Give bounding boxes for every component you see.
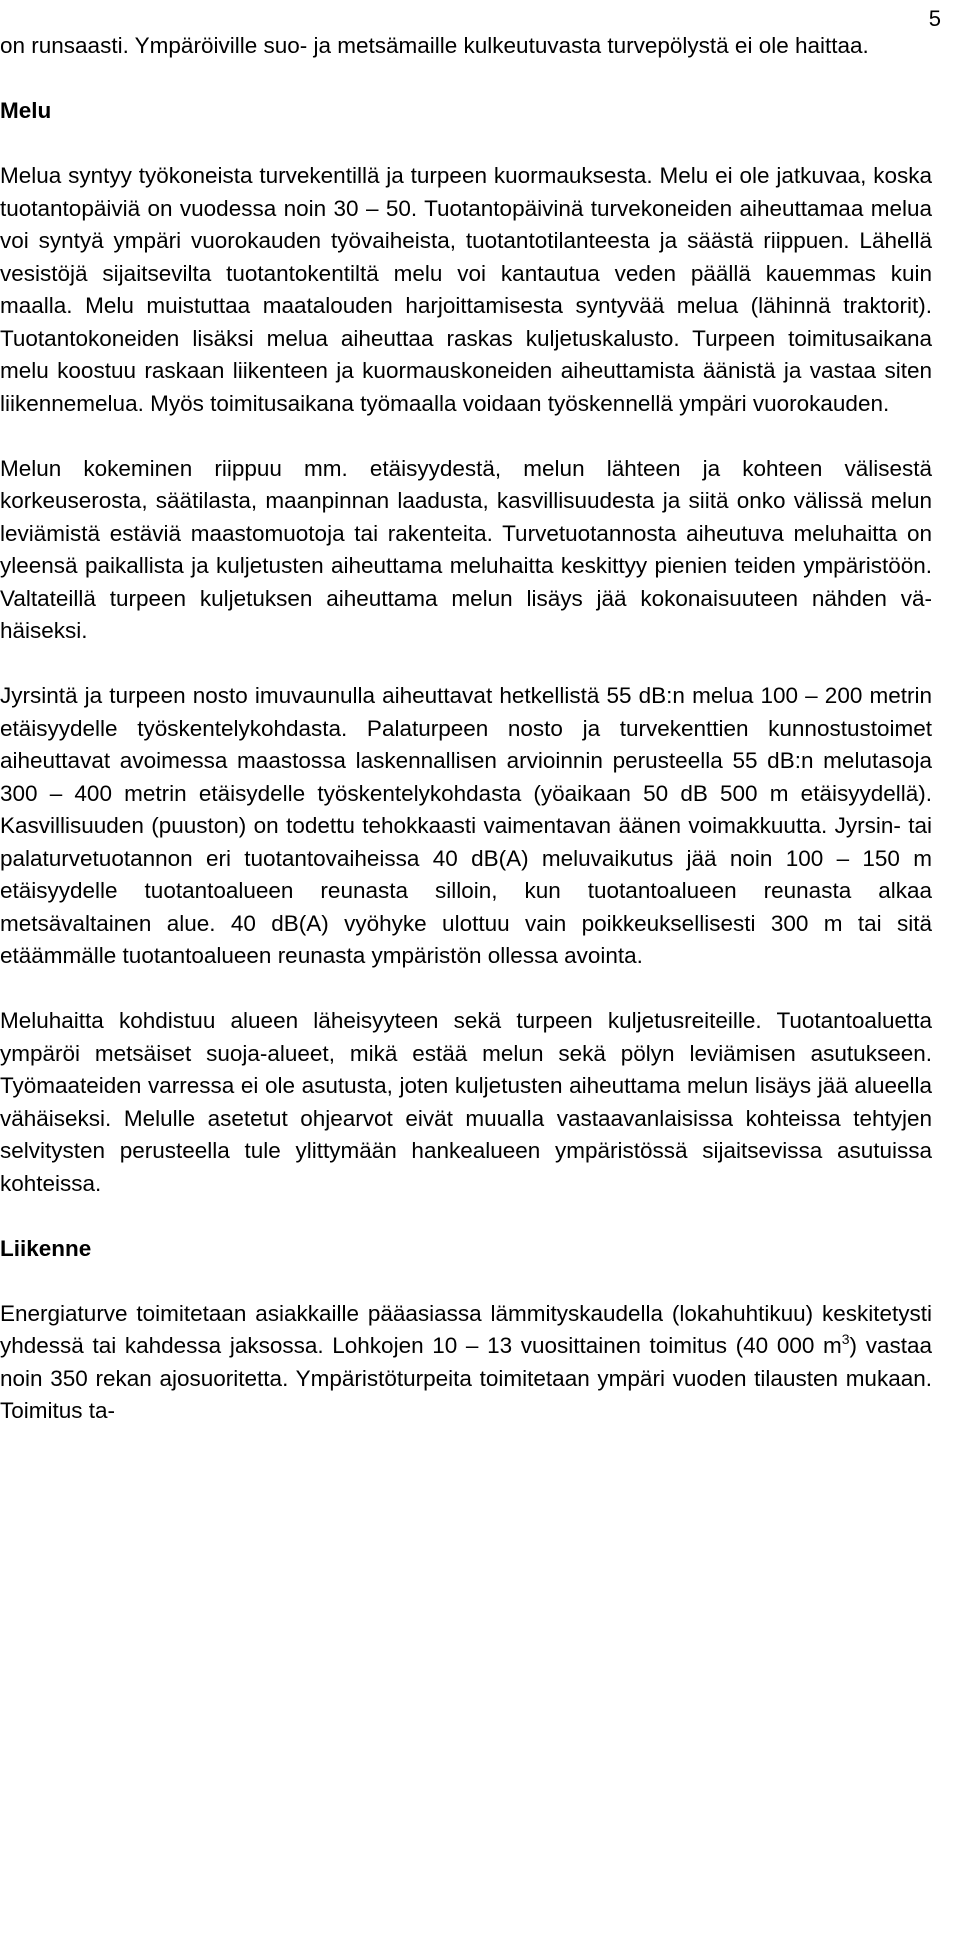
paragraph-liikenne-part-2: ) vastaa noin 350 rekan ajosuoritetta. Ympäristöturpeita toimitetaan ympäri vuoden tilausten mukaan. Toimitus ta- <box>0 1333 932 1423</box>
heading-liikenne: Liikenne <box>0 1235 92 1261</box>
document-body <box>0 30 932 1428</box>
paragraph-melu-levels: Jyrsintä ja turpeen nosto imuvaunulla aiheuttavat hetkellistä 55 dB:n melua 100 – 200 metrin etäisyydelle työskentelykohdasta. Palaturpeen nosto ja turvekenttien kunnostustoimet aiheuttavat avoimessa maastossa laskennallisen arvioinnin perusteella 55 dB:n melutasoja 300 – 400 metrin etäisydelle työskentelykohdasta (yöaikaan 50 dB 500 m etäisyydellä). Kasvillisuuden (puuston) on todettu tehokkaasti vaimentavan äänen voimakkuutta. Jyrsin- tai palaturvetuotannon eri tuotantovaiheissa 40 dB(A) meluvaikutus jää noin 100 – 150 m etäisyydelle tuotantoalueen reunasta silloin, kun tuotantoalueen reunasta alkaa metsävaltainen alue. 40 dB(A) vyöhyke ulottuu vain poikkeuksellisesti 300 m tai sitä etäämmälle tuotantoalueen reunasta ympäristön ollessa avointa. <box>0 683 932 968</box>
heading-melu: Melu <box>0 98 52 123</box>
paragraph-melu-sources: Melua syntyy työkoneista turvekentillä ja turpeen kuormauksesta. Melu ei ole jatkuvaa, koska tuotantopäiviä on vuodessa noin 30 – 50. Tuotantopäivinä turvekoneiden aiheuttamaa melua voi syntyä ympäri vuorokauden työvaiheista, tuotantotilanteesta ja säästä riippuen. Lähellä vesistöjä sijaitsevilta tuotantokentiltä melu voi kantautua veden päällä kauemmas kuin maalla. Melu muistuttaa maatalouden harjoittamisesta syntyvää melua (lähinnä traktorit). Tuotantokoneiden lisäksi melua aiheuttaa raskas kuljetuskalusto. Turpeen toimitusaikana melu koostuu raskaan liikenteen ja kuormauskoneiden aiheuttamista äänistä ja vastaa siten liikennemelua. Myös toimitusaikana työmaalla voidaan työskennellä ympäri vuorokauden. <box>0 163 932 416</box>
paragraph-liikenne-part-1: Energiaturve toimitetaan asiakkaille pääasiassa lämmityskaudella (lokahuhtikuu) keskitetysti yhdessä tai kahdessa jaksossa. Lohkojen 10 – 13 vuosittainen toimitus (40 000 m <box>0 1300 932 1358</box>
paragraph-intro: on runsaasti. Ympäröiville suo- ja metsämaille kulkeutuvasta turvepölystä ei ole haittaa. <box>0 33 869 58</box>
paragraph-liikenne <box>0 1298 932 1428</box>
superscript-cubic: 3 <box>841 1331 850 1347</box>
page-number: 5 <box>928 6 941 31</box>
paragraph-melu-impact: Meluhaitta kohdistuu alueen läheisyyteen sekä turpeen kuljetusreiteille. Tuotantoaluetta ympäröi metsäiset suoja-alueet, mikä estää melun sekä pölyn leviämisen asutukseen. Työmaateiden varressa ei ole asutusta, joten kuljetusten aiheuttama melun lisäys jää alueella vähäiseksi. Melulle asetetut ohjearvot eivät muualla vastaavanlaisissa kohteissa tehtyjen selvitysten perusteella tule ylittymään hankealueen ympäristössä sijaitsevissa asutuissa kohteissa. <box>0 1008 932 1196</box>
paragraph-melu-perception: Melun kokeminen riippuu mm. etäisyydestä, melun lähteen ja kohteen välisestä korkeuserosta, säätilasta, maanpinnan laadusta, kasvillisuudesta ja siitä onko välissä melun leviämistä estäviä maastomuotoja tai rakenteita. Turvetuotannosta aiheutuva meluhaitta on yleensä paikallista ja kuljetusten aiheuttama meluhaitta keskittyy pienien teiden ympäristöön. Valtateillä turpeen kuljetuksen aiheuttama melun lisäys jää kokonaisuuteen nähden vähäiseksi. <box>0 455 932 643</box>
